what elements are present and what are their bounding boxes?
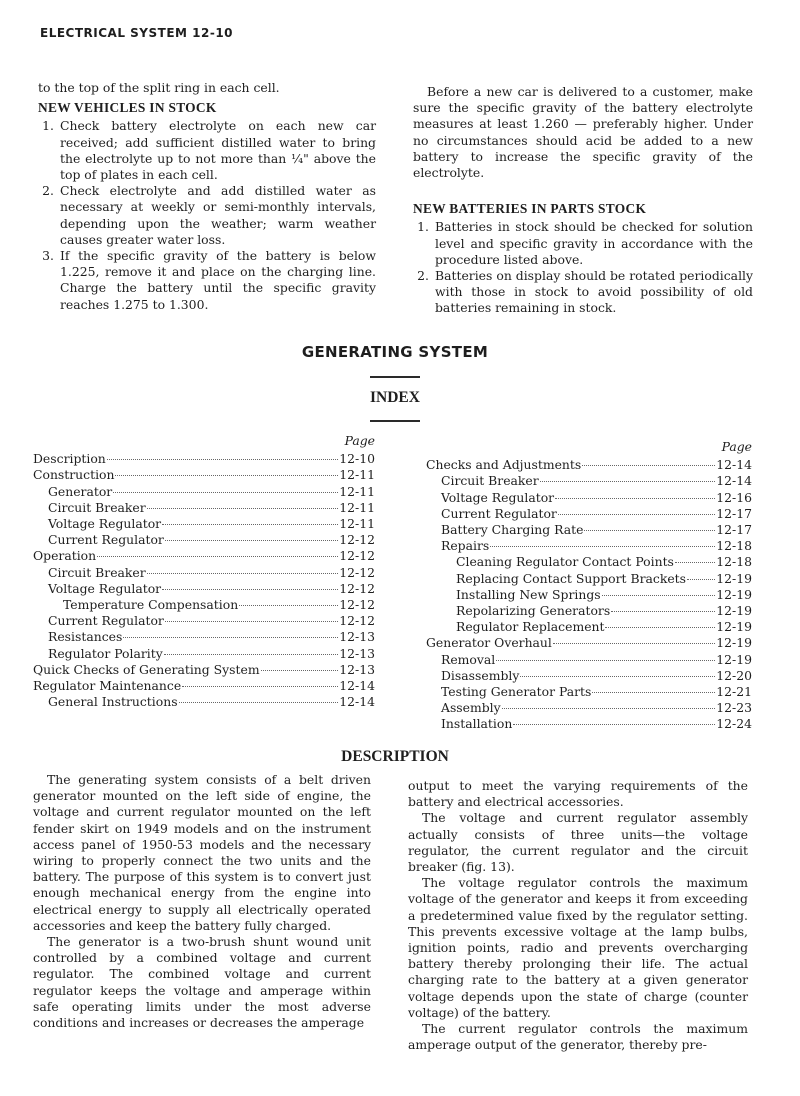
step-number: 3. bbox=[42, 248, 54, 264]
index-entry[interactable] bbox=[33, 484, 375, 500]
index-entry[interactable] bbox=[426, 522, 752, 538]
index-entry-page: 12-18 bbox=[716, 554, 752, 570]
index-entry-label: Repairs bbox=[441, 538, 490, 554]
index-entry-page: 12-14 bbox=[339, 678, 375, 694]
dot-leader bbox=[555, 497, 715, 499]
index-entry-page: 12-17 bbox=[716, 505, 752, 521]
index-entry[interactable] bbox=[33, 516, 375, 532]
index-entry-page: 12-23 bbox=[716, 700, 752, 716]
index-entry-label: Resistances bbox=[48, 629, 123, 645]
index-entry-page: 12-13 bbox=[339, 645, 375, 661]
index-entry-page: 12-12 bbox=[339, 597, 375, 613]
index-entry-label: Regulator Polarity bbox=[48, 645, 163, 661]
index-entry[interactable] bbox=[33, 451, 375, 467]
index-entry-page: 12-21 bbox=[716, 684, 752, 700]
dot-leader bbox=[540, 480, 716, 482]
index-entry[interactable] bbox=[426, 473, 752, 489]
dot-leader bbox=[675, 561, 715, 563]
new-batteries-heading: NEW BATTERIES IN PARTS STOCK bbox=[413, 201, 647, 217]
index-entry-page: 12-19 bbox=[716, 651, 752, 667]
index-entry-page: 12-18 bbox=[716, 538, 752, 554]
index-entry-page: 12-11 bbox=[339, 499, 375, 515]
page-column-header: Page bbox=[344, 433, 375, 448]
list-item bbox=[38, 118, 376, 183]
step-number: 2. bbox=[417, 268, 429, 284]
index-entry-page: 12-12 bbox=[339, 580, 375, 596]
index-entry-page: 12-16 bbox=[716, 489, 752, 505]
index-entry[interactable] bbox=[33, 548, 375, 564]
description-right-column bbox=[408, 778, 748, 1053]
dot-leader bbox=[553, 642, 715, 644]
dot-leader bbox=[611, 610, 715, 612]
index-entry[interactable] bbox=[426, 571, 752, 587]
index-entry-label: Operation bbox=[33, 548, 97, 564]
index-entry-page: 12-13 bbox=[339, 629, 375, 645]
index-entry-label: Repolarizing Generators bbox=[456, 603, 611, 619]
index-entry[interactable] bbox=[33, 613, 375, 629]
index-entry-label: Installing New Springs bbox=[456, 586, 601, 602]
dot-leader bbox=[520, 675, 715, 677]
list-item bbox=[38, 248, 376, 313]
dot-leader bbox=[496, 659, 715, 661]
index-entry[interactable] bbox=[426, 619, 752, 635]
new-batteries-steps bbox=[413, 219, 753, 316]
index-left-column bbox=[33, 433, 375, 710]
index-entry[interactable] bbox=[33, 678, 375, 694]
dot-leader bbox=[592, 691, 715, 693]
index-entry-page: 12-14 bbox=[716, 457, 752, 473]
index-entry[interactable] bbox=[33, 532, 375, 548]
index-entry-label: Generator Overhaul bbox=[426, 635, 552, 651]
index-entry[interactable] bbox=[426, 668, 752, 684]
description-paragraph: The generator is a two-brush shunt wound unit controlled by a combined voltage and current regulator. The combined voltage and current regulator keeps the voltage and amperage within safe operating limits under the most adverse conditions and increases or decreases the amperage bbox=[33, 934, 371, 1031]
index-entry[interactable] bbox=[33, 646, 375, 662]
step-text: Check electrolyte and add distilled water as necessary at weekly or semi-monthly intervals, depending upon the weather; warm weather causes greater water loss. bbox=[60, 183, 376, 247]
index-entry[interactable] bbox=[426, 652, 752, 668]
index-entry[interactable] bbox=[426, 716, 752, 732]
index-entry-label: Battery Charging Rate bbox=[441, 522, 584, 538]
dot-leader bbox=[513, 723, 715, 725]
dot-leader bbox=[113, 491, 338, 493]
dot-leader bbox=[502, 707, 716, 709]
left-top-column bbox=[38, 80, 376, 313]
description-title: DESCRIPTION bbox=[341, 748, 449, 765]
dot-leader bbox=[115, 474, 338, 476]
index-entry-page: 12-11 bbox=[339, 483, 375, 499]
index-entry[interactable] bbox=[33, 662, 375, 678]
index-entry-label: Replacing Contact Support Brackets bbox=[456, 570, 687, 586]
description-paragraph: The voltage regulator controls the maximum voltage of the generator and keeps it from exceeding a predetermined value fixed by the regulator setting. This prevents excessive voltage at the lamp bulbs, ignition points, radio and prevents overcharging battery thereby prolonging their life. The actual charging rate to the battery at a given generator voltage depends upon the state of charge (counter voltage) of the battery. bbox=[408, 875, 748, 1020]
section-title: GENERATING SYSTEM bbox=[301, 343, 489, 361]
divider bbox=[370, 376, 420, 378]
index-entry[interactable] bbox=[33, 597, 375, 613]
step-text: Check battery electrolyte on each new car received; add sufficient distilled water to bring the electrolyte up to not more than ¼" above the top of plates in each cell. bbox=[60, 118, 376, 183]
dot-leader bbox=[164, 653, 339, 655]
description-continuation: output to meet the varying requirements of the battery and electrical accessories. bbox=[408, 778, 748, 810]
index-entry-label: Current Regulator bbox=[441, 505, 557, 521]
index-entry-label: Circuit Breaker bbox=[48, 564, 146, 580]
index-entry-page: 12-12 bbox=[339, 532, 375, 548]
index-entry-label: Checks and Adjustments bbox=[426, 457, 582, 473]
index-entry[interactable] bbox=[33, 581, 375, 597]
dot-leader bbox=[147, 572, 339, 574]
dot-leader bbox=[182, 685, 338, 687]
dot-leader bbox=[582, 464, 715, 466]
index-entry[interactable] bbox=[426, 538, 752, 554]
index-entry-label: Voltage Regulator bbox=[48, 516, 162, 532]
index-entry[interactable] bbox=[426, 603, 752, 619]
index-entry-page: 12-19 bbox=[716, 586, 752, 602]
index-entry-page: 12-14 bbox=[339, 694, 375, 710]
index-entry[interactable] bbox=[426, 587, 752, 603]
dot-leader bbox=[97, 555, 338, 557]
index-entry-label: Regulator Maintenance bbox=[33, 678, 182, 694]
index-entry-page: 12-24 bbox=[716, 716, 752, 732]
continuation-text: to the top of the split ring in each cell. bbox=[38, 80, 280, 95]
step-number: 1. bbox=[417, 219, 429, 235]
index-entry-page: 12-19 bbox=[716, 635, 752, 651]
index-entry-label: Cleaning Regulator Contact Points bbox=[456, 554, 674, 570]
dot-leader bbox=[490, 545, 715, 547]
list-item bbox=[38, 183, 376, 248]
index-entry[interactable] bbox=[426, 700, 752, 716]
index-entry-page: 12-17 bbox=[716, 522, 752, 538]
index-entry-label: Voltage Regulator bbox=[441, 489, 555, 505]
new-vehicles-heading: NEW VEHICLES IN STOCK bbox=[38, 100, 217, 116]
index-entry-page: 12-19 bbox=[716, 619, 752, 635]
dot-leader bbox=[239, 604, 338, 606]
dot-leader bbox=[584, 529, 715, 531]
index-entry-label: Testing Generator Parts bbox=[441, 684, 592, 700]
index-entry-label: Circuit Breaker bbox=[441, 473, 539, 489]
dot-leader bbox=[162, 523, 338, 525]
dot-leader bbox=[179, 701, 339, 703]
index-entry-page: 12-20 bbox=[716, 667, 752, 683]
step-number: 2. bbox=[42, 183, 54, 199]
index-entry-label: Description bbox=[33, 451, 106, 467]
index-entry-page: 12-19 bbox=[716, 570, 752, 586]
dot-leader bbox=[147, 507, 339, 509]
index-entry-label: Circuit Breaker bbox=[48, 499, 146, 515]
index-entry-label: Disassembly bbox=[441, 667, 520, 683]
index-entry[interactable] bbox=[33, 694, 375, 710]
new-vehicles-steps bbox=[38, 118, 376, 312]
index-entry-label: General Instructions bbox=[48, 694, 178, 710]
index-entry[interactable] bbox=[33, 629, 375, 645]
dot-leader bbox=[605, 626, 715, 628]
index-entry-page: 12-12 bbox=[339, 564, 375, 580]
index-entry-page: 12-11 bbox=[339, 516, 375, 532]
index-title: INDEX bbox=[370, 389, 420, 406]
index-entry-label: Construction bbox=[33, 467, 115, 483]
index-right-column bbox=[426, 439, 752, 733]
new-car-paragraph: Before a new car is delivered to a customer, make sure the specific gravity of the battery electrolyte measures at least 1.260 — preferably higher. Under no circumstances should acid be added to a new battery to increase the specific gravity of the electrolyte. bbox=[413, 84, 753, 181]
index-entry-label: Installation bbox=[441, 716, 513, 732]
dot-leader bbox=[123, 636, 338, 638]
step-text: Batteries on display should be rotated periodically with those in stock to avoid possibility of old batteries remaining in stock. bbox=[435, 268, 753, 316]
index-entry-page: 12-11 bbox=[339, 467, 375, 483]
index-entry[interactable] bbox=[426, 684, 752, 700]
divider bbox=[370, 420, 420, 422]
list-item bbox=[413, 268, 753, 317]
index-entry[interactable] bbox=[426, 635, 752, 651]
page-column-header: Page bbox=[721, 439, 752, 454]
index-entry-page: 12-12 bbox=[339, 548, 375, 564]
index-entry[interactable] bbox=[33, 500, 375, 516]
index-entry-page: 12-13 bbox=[339, 661, 375, 677]
index-entry-label: Voltage Regulator bbox=[48, 580, 162, 596]
index-entry[interactable] bbox=[426, 457, 752, 473]
index-entry[interactable] bbox=[33, 565, 375, 581]
dot-leader bbox=[165, 620, 338, 622]
step-number: 1. bbox=[42, 118, 54, 134]
index-entry-label: Generator bbox=[48, 483, 113, 499]
index-entry-label: Assembly bbox=[441, 700, 501, 716]
description-paragraph: The generating system consists of a belt driven generator mounted on the left side of engine, the voltage and current regulator mounted on the left fender skirt on 1949 models and on the instrument access panel of 1950-53 models and the necessary wiring to properly connect the two units and the battery. The purpose of this system is to convert just enough mechanical energy from the engine into electrical energy to supply all electrically operated accessories and keep the battery fully charged. bbox=[33, 772, 371, 933]
step-text: Batteries in stock should be checked for solution level and specific gravity in accordance with the procedure listed above. bbox=[435, 219, 753, 267]
dot-leader bbox=[162, 588, 338, 590]
dot-leader bbox=[107, 458, 339, 460]
description-paragraph: The current regulator controls the maximum amperage output of the generator, thereby pre- bbox=[408, 1021, 748, 1053]
dot-leader bbox=[165, 539, 338, 541]
list-item bbox=[413, 219, 753, 268]
index-entry[interactable] bbox=[33, 467, 375, 483]
index-entry[interactable] bbox=[426, 554, 752, 570]
dot-leader bbox=[687, 578, 715, 580]
dot-leader bbox=[558, 513, 715, 515]
running-head: ELECTRICAL SYSTEM 12-10 bbox=[40, 26, 234, 40]
index-entry-label: Current Regulator bbox=[48, 613, 164, 629]
index-entry-page: 12-14 bbox=[716, 473, 752, 489]
index-entry[interactable] bbox=[426, 490, 752, 506]
index-entry[interactable] bbox=[426, 506, 752, 522]
step-text: If the specific gravity of the battery is below 1.225, remove it and place on the charging line. Charge the battery until the specific gravity reaches 1.275 to 1.300. bbox=[60, 248, 376, 312]
right-top-column bbox=[413, 84, 753, 317]
index-entry-label: Removal bbox=[441, 651, 496, 667]
dot-leader bbox=[261, 669, 339, 671]
index-entry-page: 12-19 bbox=[716, 603, 752, 619]
description-paragraph: The voltage and current regulator assembly actually consists of three units—the voltage regulator, the current regulator and the circuit breaker (fig. 13). bbox=[408, 810, 748, 875]
index-entry-label: Temperature Compensation bbox=[63, 597, 239, 613]
index-entry-label: Regulator Replacement bbox=[456, 619, 605, 635]
description-left-column bbox=[33, 772, 371, 1031]
index-entry-page: 12-10 bbox=[339, 451, 375, 467]
index-entry-label: Quick Checks of Generating System bbox=[33, 661, 260, 677]
index-entry-label: Current Regulator bbox=[48, 532, 164, 548]
index-entry-page: 12-12 bbox=[339, 613, 375, 629]
dot-leader bbox=[602, 594, 716, 596]
